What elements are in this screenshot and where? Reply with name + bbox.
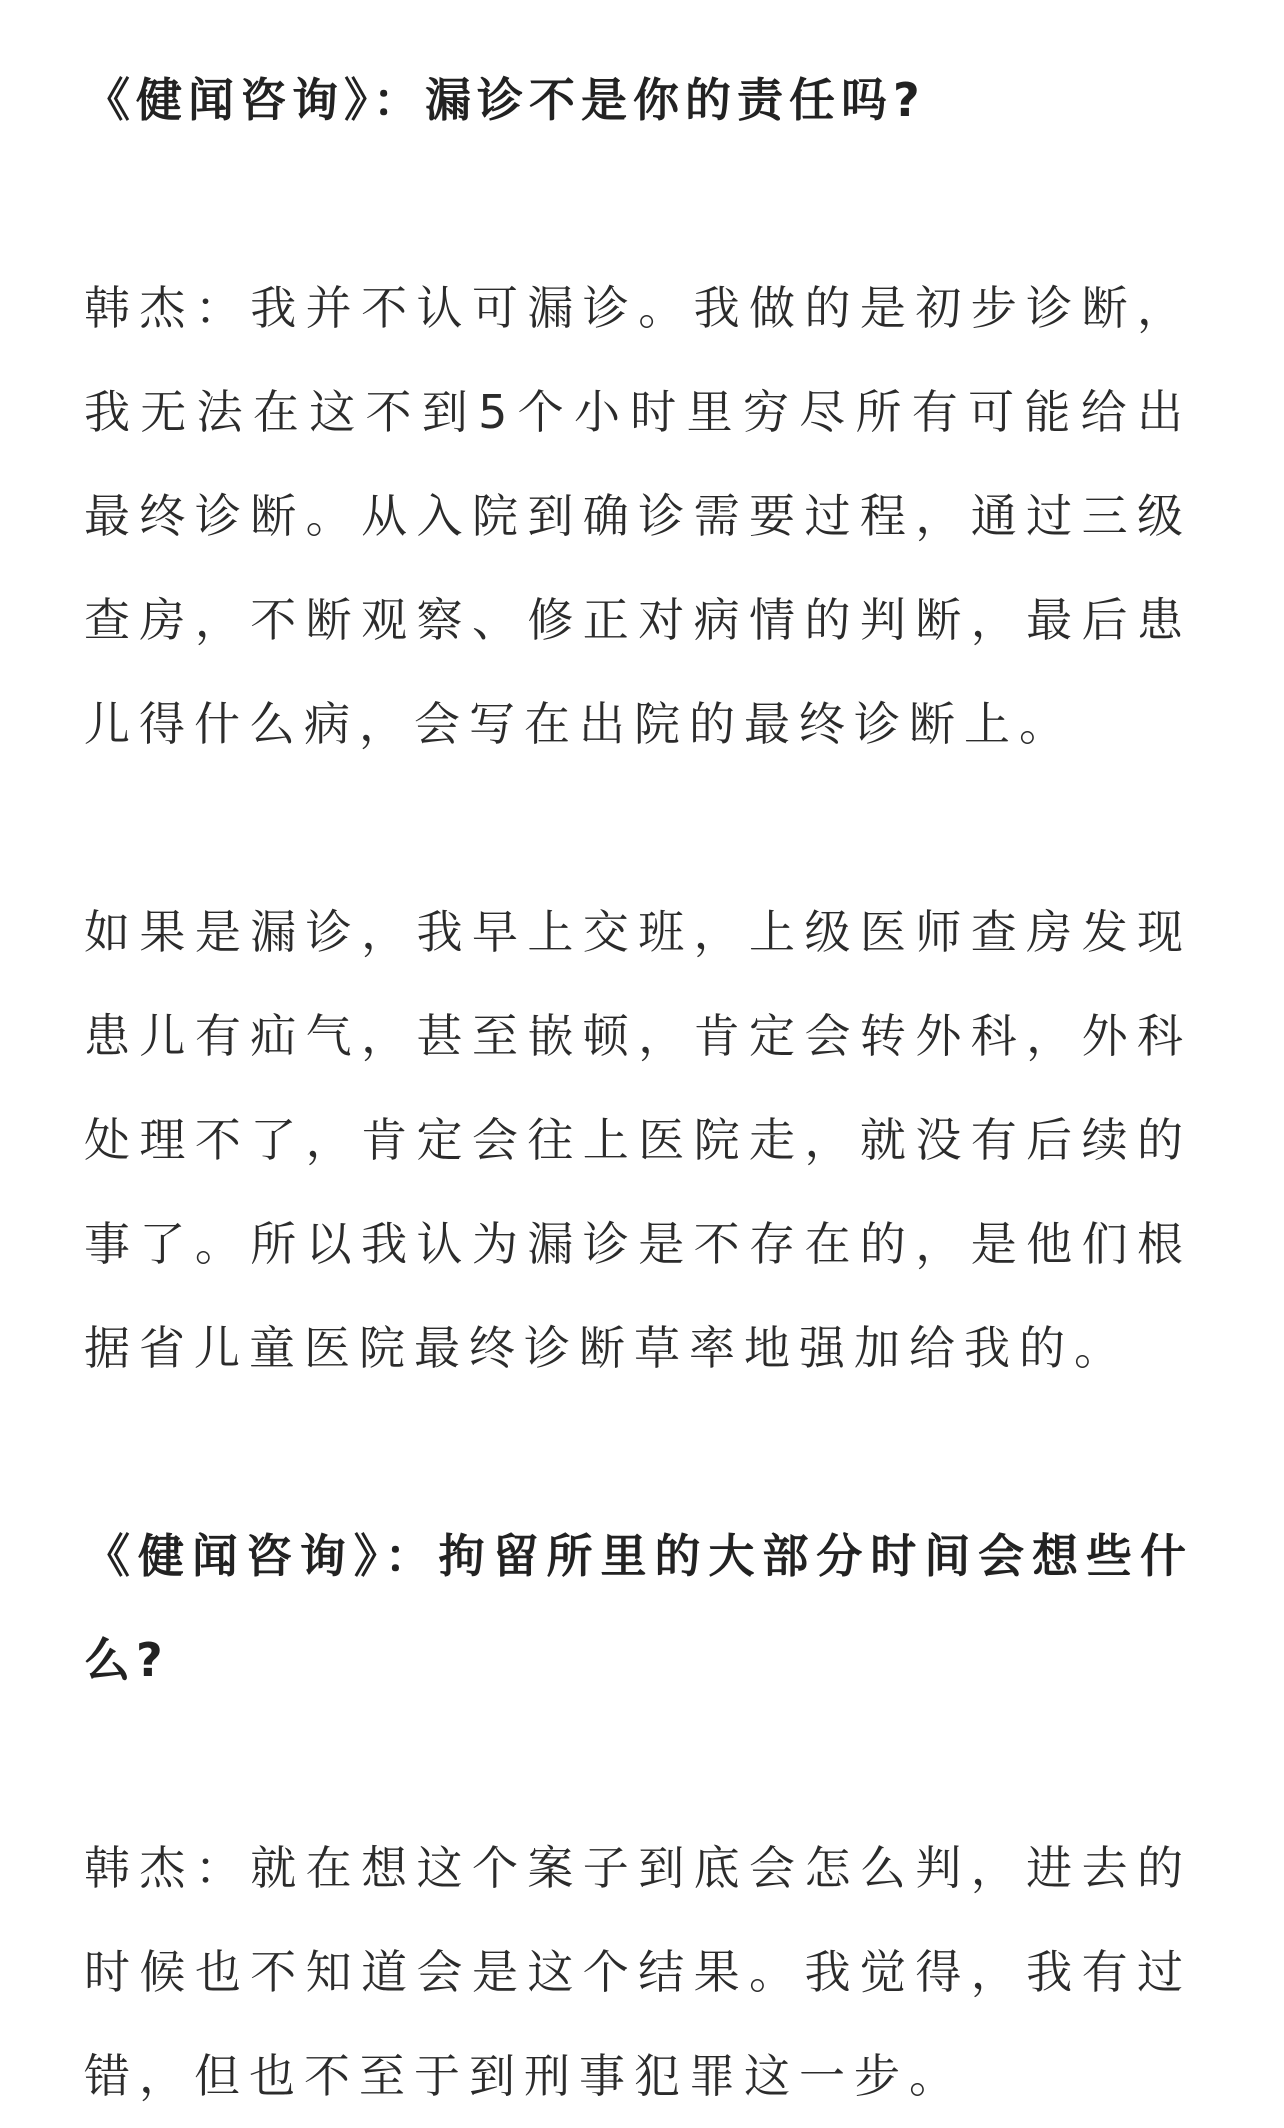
interview-answer: 韩杰：就在想这个案子到底会怎么判，进去的时候也不知道会是这个结果。我觉得，我有过错，但也不至于到刑事犯罪这一步。: [84, 1841, 1192, 2103]
interview-answer: 如果是漏诊，我早上交班，上级医师查房发现患儿有疝气，甚至嵌顿，肯定会转外科，外科处理不了，肯定会往上医院走，就没有后续的事了。所以我认为漏诊是不存在的，是他们根据省儿童医院最终诊断草率地强加给我的。: [84, 905, 1192, 1375]
interview-answer: 韩杰：我并不认可漏诊。我做的是初步诊断，我无法在这不到5个小时里穷尽所有可能给出最终诊断。从入院到确诊需要过程，通过三级查房，不断观察、修正对病情的判断，最后患儿得什么病，会写在出院的最终诊断上。: [84, 281, 1192, 751]
paragraph-spacer: [84, 152, 1192, 256]
interview-question: 《健闻咨询》：漏诊不是你的责任吗?: [84, 73, 926, 127]
paragraph-spacer: [84, 1400, 1192, 1504]
interview-question: 《健闻咨询》：拘留所里的大部分时间会想些什么?: [84, 1529, 1192, 1687]
article-body: [84, 48, 1192, 2128]
paragraph-spacer: [84, 1712, 1192, 1816]
paragraph-spacer: [84, 776, 1192, 880]
